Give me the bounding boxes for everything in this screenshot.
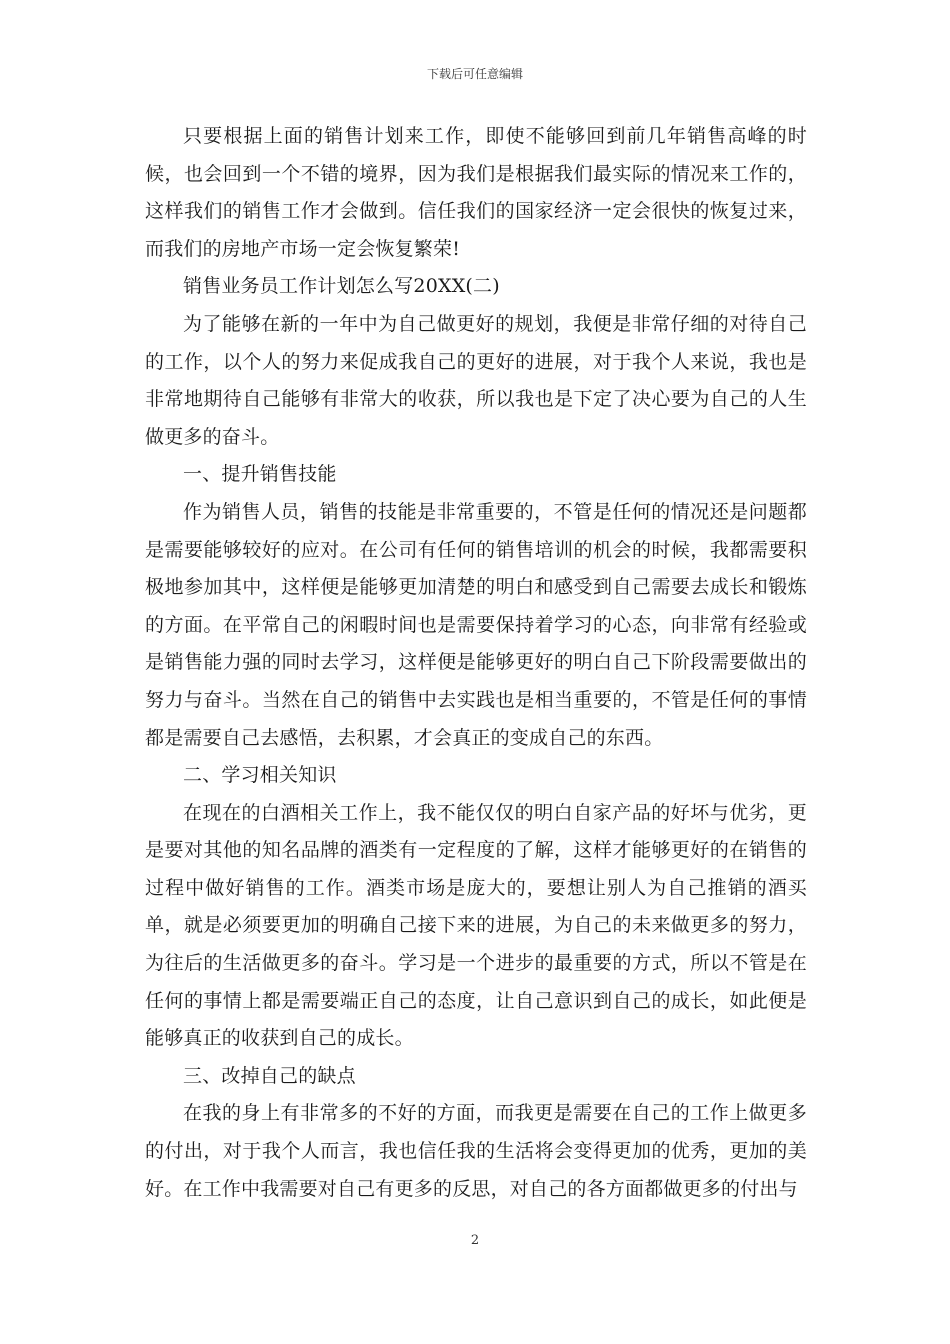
page-number: 2 — [470, 1233, 480, 1248]
paragraph-intro: 为了能够在新的一年中为自己做更好的规划，我便是非常仔细的对待自己的工作，以个人的努力来促成我自己的更好的进展，对于我个人来说，我也是非常地期待自己能够有非常大的收获，所以我也是下定了决心要为自己的人生做更多的奋斗。 — [145, 312, 807, 448]
heading-improve-sales-skills: 一、提升销售技能 — [183, 463, 337, 486]
heading-fix-shortcomings: 三、改掉自己的缺点 — [183, 1064, 356, 1087]
section-title: 销售业务员工作计划怎么写20XX(二) — [183, 275, 500, 298]
paragraph-sales-skills: 作为销售人员，销售的技能是非常重要的，不管是任何的情况还是问题都是需要能够较好的应对。在公司有任何的销售培训的机会的时候，我都需要积极地参加其中，这样便是能够更加清楚的明白和感受到自己需要去成长和锻炼的方面。在平常自己的闲暇时间也是需要保持着学习的心态，向非常有经验或是销售能力强的同时去学习，这样便是能够更好的明白自己下阶段需要做出的努力与奋斗。当然在自己的销售中去实践也是相当重要的，不管是任何的事情都是需要自己去感悟，去积累，才会真正的变成自己的东西。 — [145, 500, 807, 749]
heading-learn-knowledge: 二、学习相关知识 — [183, 764, 337, 787]
document-body — [145, 118, 807, 1208]
paragraph-fix-shortcomings: 在我的身上有非常多的不好的方面，而我更是需要在自己的工作上做更多的付出，对于我个人而言，我也信任我的生活将会变得更加的优秀，更加的美好。在工作中我需要对自己有更多的反思，对自己的各方面都做更多的付出与 — [145, 1102, 807, 1200]
page-header: 下载后可任意编辑 — [426, 67, 523, 81]
paragraph-learn-knowledge: 在现在的白酒相关工作上，我不能仅仅的明白自家产品的好坏与优劣，更是要对其他的知名品牌的酒类有一定程度的了解，这样才能够更好的在销售的过程中做好销售的工作。酒类市场是庞大的，要想让别人为自己推销的酒买单，就是必须要更加的明确自己接下来的进展，为自己的未来做更多的努力，为往后的生活做更多的奋斗。学习是一个进步的最重要的方式，所以不管是在任何的事情上都是需要端正自己的态度，让自己意识到自己的成长，如此便是能够真正的收获到自己的成长。 — [145, 801, 807, 1050]
paragraph-closing: 只要根据上面的销售计划来工作，即使不能够回到前几年销售高峰的时候，也会回到一个不错的境界，因为我们是根据我们最实际的情况来工作的，这样我们的销售工作才会做到。信任我们的国家经济一定会很快的恢复过来，而我们的房地产市场一定会恢复繁荣! — [145, 125, 807, 260]
